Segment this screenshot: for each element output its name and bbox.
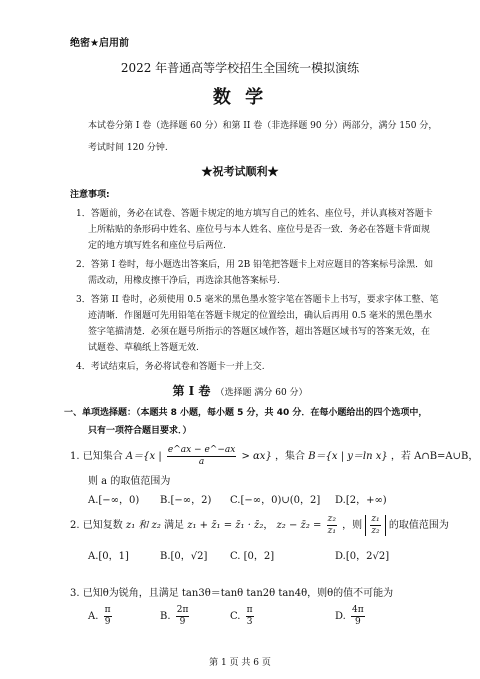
question-3-option-a-label: A. xyxy=(88,611,99,622)
question-3-option-a-fraction xyxy=(104,606,112,627)
question-1-fraction xyxy=(167,446,236,467)
question-3-option-c-fraction xyxy=(246,606,254,627)
question-3-option-d-denominator: 9 xyxy=(354,617,361,627)
question-2-prefix: 2. 已知复数 xyxy=(70,520,123,531)
question-2-option-c: C. [0，2] xyxy=(230,551,275,562)
question-2-abs-value xyxy=(365,515,385,536)
question-1-option-a: A.[−∞，0) xyxy=(88,495,140,506)
question-1-fraction-denominator: a xyxy=(198,457,205,467)
question-3-option-c-denominator: 3 xyxy=(246,617,253,627)
subject-title: 数 学 xyxy=(212,87,268,108)
question-1-mid: ，集合 xyxy=(275,451,305,462)
note-item-3-line-1: 3．答第 II 卷时，必须使用 0.5 毫米的黑色墨水签字笔在答题卡上书写，要求字体工整、笔 xyxy=(76,295,439,305)
confidential-label: 绝密★启用前 xyxy=(70,38,129,49)
question-2-tail: 的取值范围为 xyxy=(388,520,449,531)
question-3-option-c-numerator: π xyxy=(246,605,253,615)
question-2-fraction-denominator: z₁ xyxy=(327,526,336,536)
question-3-option-d-fraction xyxy=(351,606,365,627)
question-1-set-a-tail: > αx} xyxy=(241,451,272,462)
page-footer: 第 1 页 共 6 页 xyxy=(209,658,271,668)
question-2-abs-fraction xyxy=(370,515,380,536)
question-3-option-a xyxy=(88,606,114,627)
question-1-line-2: 则 a 的取值范围为 xyxy=(88,476,171,487)
note-item-1-line-3: 定的地方填写姓名和座位号后两位. xyxy=(88,241,226,251)
question-2-abs-numerator: z₁ xyxy=(371,514,380,524)
question-3-option-c-label: C. xyxy=(230,611,241,622)
note-item-4-line-1: 4．考试结束后，务必将试卷和答题卡一并上交. xyxy=(76,362,265,372)
note-item-2-line-2: 需改动，用橡皮擦干净后，再选涂其他答案标号. xyxy=(88,276,280,286)
question-3-option-b-label: B. xyxy=(160,611,171,622)
question-2-abs-denominator: z₂ xyxy=(371,526,380,536)
question-2-condition-1: z₁ + z̄₁ = z̄₁ · z̄₂ xyxy=(187,520,264,531)
question-2-fraction-numerator: z₂ xyxy=(327,514,336,524)
question-2-vars: z₁ 和 z₂ xyxy=(125,520,161,531)
question-1-option-c: C.[−∞，0)∪(0，2] xyxy=(230,495,321,506)
question-3-option-b-numerator: 2π xyxy=(176,605,189,615)
question-1-stem xyxy=(70,446,478,467)
question-3-option-c xyxy=(230,606,256,627)
question-2-option-d: D.[0，2√2] xyxy=(335,551,390,562)
note-item-3-line-2: 迹清晰．作图题可先用铅笔在答题卡规定的位置绘出，确认后再用 0.5 毫米的黑色墨水 xyxy=(88,311,433,321)
question-1-set-b: B＝{x | y＝ln x} xyxy=(308,451,388,462)
question-2-stem: 2. 已知复数 z₁ 和 z₂ 满足 z₁ + z̄₁ = z̄₁ · z̄₂， z₂ − z̄₂ = $\frac{\text{z₂}}{\text{z₁}}$ ，则 $\frac{\text{z₁}}{\text{z₂}}$ 的取值范围为 xyxy=(70,514,449,536)
intro-line-2: 考试时间 120 分钟. xyxy=(88,143,168,153)
intro-line-1: 本试卷分第 I 卷（选择题 60 分）和第 II 卷（非选择题 90 分）两部分，满分 150 分， xyxy=(88,121,438,131)
question-3-stem: 3. 已知θ为锐角，且满足 tan3θ＝tanθ tan2θ tan4θ，则θ的值不可能为 xyxy=(70,588,394,599)
question-3-option-d-label: D. xyxy=(335,611,346,622)
notes-heading: 注意事项: xyxy=(70,190,110,200)
section-1-line-2: 只有一项符合题目要求．） xyxy=(88,426,192,436)
question-3-option-b-denominator: 9 xyxy=(179,617,186,627)
question-3-option-b-fraction xyxy=(176,606,190,627)
question-2-option-b: B.[0，√2] xyxy=(160,551,208,562)
note-item-3-line-3: 签字笔描清楚．必须在题号所指示的答题区域作答，超出答题区域书写的答案无效，在 xyxy=(88,327,431,337)
question-2-condition-2: z₂ − z̄₂ = xyxy=(276,520,322,531)
question-3-option-d-numerator: 4π xyxy=(352,605,364,615)
question-1-option-d: D.[2，+∞) xyxy=(335,495,387,506)
question-1-tail: ，若 A∩B=A∪B， xyxy=(390,451,479,462)
question-1-prefix: 1. 已知集合 xyxy=(70,451,123,462)
question-2-then: ，则 xyxy=(342,520,363,531)
question-2-fraction xyxy=(327,515,337,536)
question-3-option-a-denominator: 9 xyxy=(104,617,111,627)
question-3-option-d xyxy=(335,606,367,627)
question-3-option-b xyxy=(160,606,191,627)
question-1-fraction-numerator: e^ax − e^−ax xyxy=(167,445,236,455)
question-1-set-a-lead: A＝{x | xyxy=(125,451,162,462)
part-1-subtitle: （选择题 满分 60 分） xyxy=(215,388,308,398)
note-item-2-line-1: 2．答第 I 卷时，每小题选出答案后，用 2B 铅笔把答题卡上对应题目的答案标号涂黑．如 xyxy=(76,260,434,270)
question-1-option-b: B.[−∞，2) xyxy=(160,495,212,506)
exam-title: 2022 年普通高等学校招生全国统一模拟演练 xyxy=(120,61,360,75)
question-2-cond-label: 满足 xyxy=(164,520,185,531)
note-item-1-line-2: 上所粘贴的条形码中姓名、座位号与本人姓名、座位号是否一致．务必在答题卡背面规 xyxy=(88,225,431,235)
note-item-1-line-1: 1．答题前，务必在试卷、答题卡规定的地方填写自己的姓名、座位号，并认真核对答题卡 xyxy=(76,209,433,219)
part-1-heading xyxy=(0,380,480,399)
note-item-3-line-4: 试题卷、草稿纸上答题无效. xyxy=(88,343,199,353)
wish-banner: ★祝考试顺利★ xyxy=(201,165,279,178)
question-2-option-a: A.[0，1] xyxy=(88,551,129,562)
part-1-title: 第 I 卷 xyxy=(172,384,211,398)
question-3-option-a-numerator: π xyxy=(104,605,111,615)
section-1-line-1: 一、单项选择题：（本题共 8 小题，每小题 5 分，共 40 分．在每小题给出的四个选项中， xyxy=(64,408,428,418)
